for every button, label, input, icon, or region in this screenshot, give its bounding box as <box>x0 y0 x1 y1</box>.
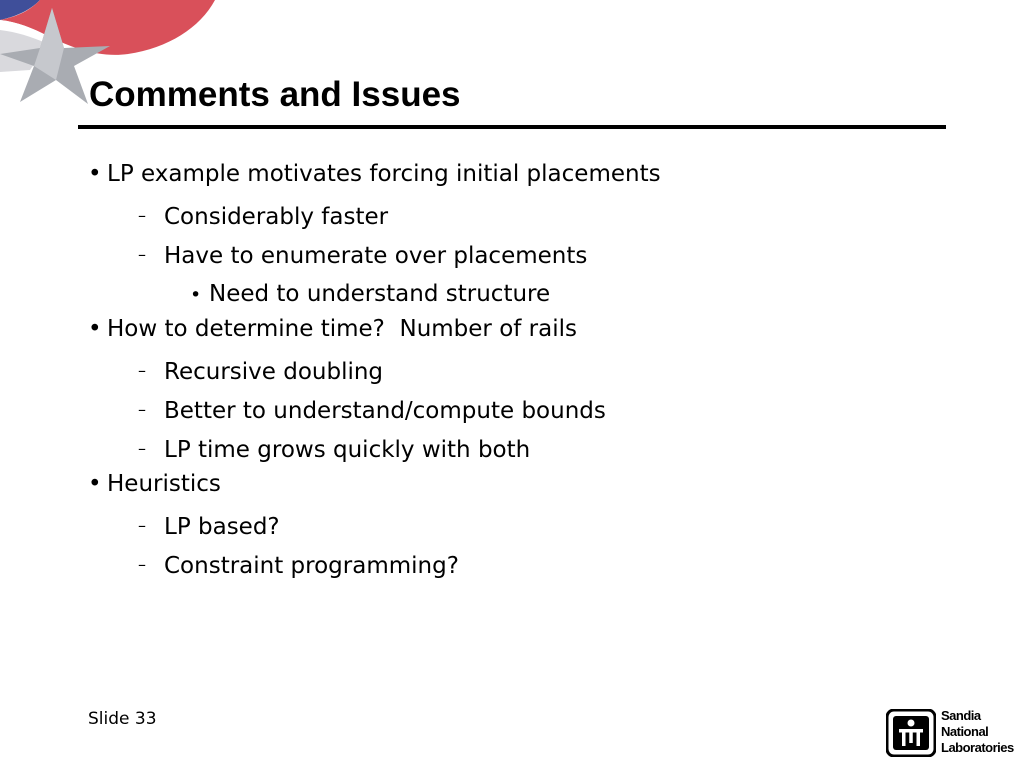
sub-bullet-item <box>138 201 388 232</box>
sub-bullet-item <box>138 240 587 271</box>
bullet-marker: • <box>190 284 202 306</box>
sub-bullet-item <box>138 395 606 426</box>
bullet-text: Need to understand structure <box>209 281 551 307</box>
title-divider <box>78 125 946 129</box>
logo-line: Laboratories <box>941 740 1014 755</box>
bullet-text: Have to enumerate over placements <box>164 243 588 269</box>
bullet-text: Recursive doubling <box>164 359 384 385</box>
bullet-item <box>88 159 661 189</box>
bullet-text: How to determine time? Number of rails <box>107 316 577 342</box>
slide-title: Comments and Issues <box>89 75 461 114</box>
bullet-text: Constraint programming? <box>164 553 459 579</box>
dash-marker: – <box>138 361 146 380</box>
slide-number: Slide 33 <box>88 709 157 729</box>
sub-sub-bullet-item <box>190 279 550 310</box>
bullet-marker: • <box>88 161 102 187</box>
sub-bullet-item <box>138 434 530 465</box>
sandia-logo <box>886 707 1014 759</box>
dash-marker: – <box>138 439 146 458</box>
sub-bullet-item <box>138 511 280 542</box>
bullet-text: LP example motivates forcing initial placements <box>107 161 661 187</box>
logo-line: Sandia <box>941 708 981 723</box>
bullet-text: LP time grows quickly with both <box>164 437 531 463</box>
dash-marker: – <box>138 400 146 419</box>
dash-marker: – <box>138 206 146 225</box>
dash-marker: – <box>138 555 146 574</box>
logo-line: National <box>941 724 989 739</box>
bullet-text: Better to understand/compute bounds <box>164 398 606 424</box>
bullet-item <box>88 314 577 344</box>
dash-marker: – <box>138 516 146 535</box>
thunderbird-icon <box>886 709 936 757</box>
sub-bullet-item <box>138 356 383 387</box>
dash-marker: – <box>138 245 146 264</box>
sub-bullet-item <box>138 550 459 581</box>
bullet-marker: • <box>88 471 102 497</box>
bullet-marker: • <box>88 316 102 342</box>
bullet-text: LP based? <box>164 514 280 540</box>
bullet-text: Considerably faster <box>164 204 389 230</box>
bullet-item <box>88 469 221 499</box>
logo-wordmark <box>941 708 1014 756</box>
bullet-text: Heuristics <box>107 471 221 497</box>
